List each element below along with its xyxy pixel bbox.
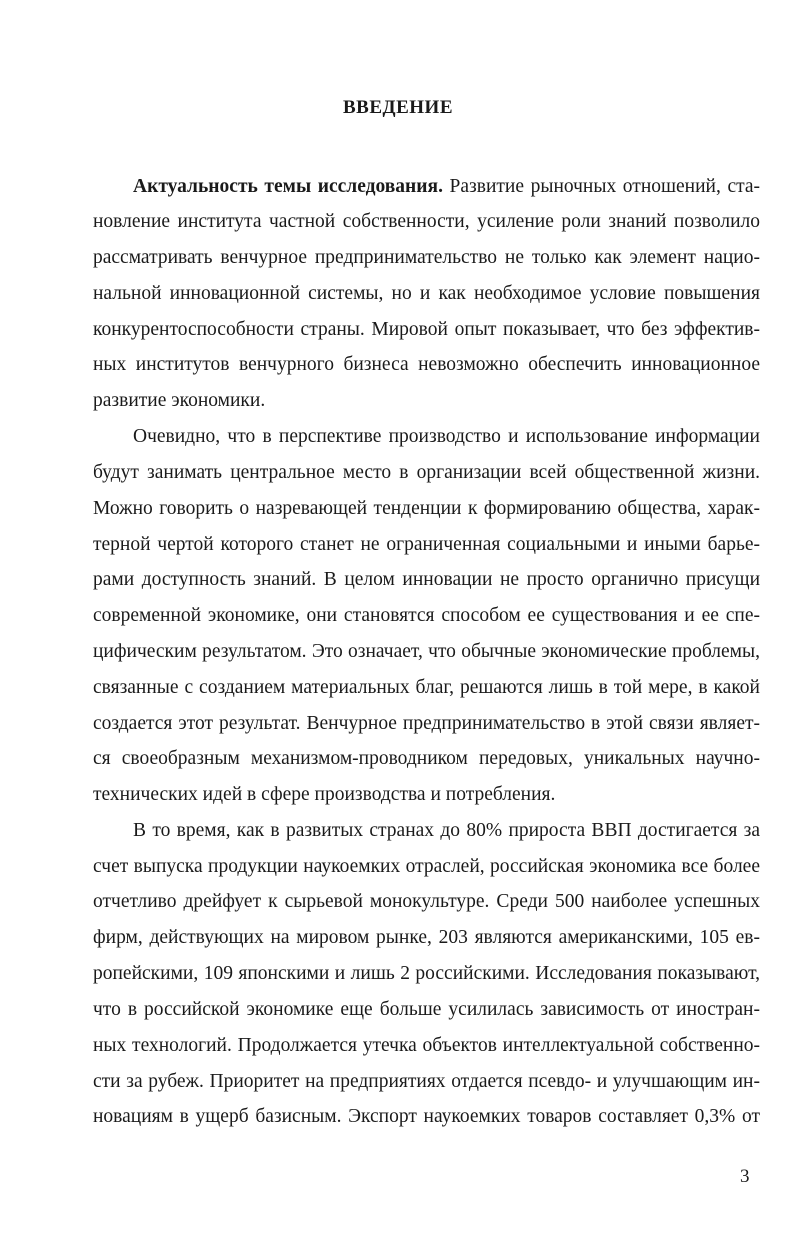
paragraph-1-line-4: нальной инновационной системы, но и как необходимое условие повышения	[93, 283, 760, 304]
paragraph-2-line-5: рами доступность знаний. В целом инновации не просто органично присущи	[93, 569, 760, 590]
paragraph-2-line-8: связанные с созданием материальных благ, решаются лишь в той мере, в какой	[93, 677, 760, 698]
paragraph-3-line-6: что в российской экономике еще больше усилилась зависимость от иностран-	[93, 999, 760, 1020]
paragraph-2-line-1: Очевидно, что в перспективе производство и использование информации	[133, 426, 760, 447]
paragraph-3-line-7: ных технологий. Продолжается утечка объектов интеллектуальной собственно-	[93, 1035, 760, 1056]
paragraph-1-line-3: рассматривать венчурное предпринимательство не только как элемент нацио-	[93, 247, 760, 268]
paragraph-1-line-6: ных институтов венчурного бизнеса невозможно обеспечить инновационное	[93, 354, 760, 375]
paragraph-3-line-8: сти за рубеж. Приоритет на предприятиях отдается псевдо- и улучшающим ин-	[93, 1071, 760, 1092]
paragraph-2-line-6: современной экономике, они становятся способом ее существования и ее спе-	[93, 605, 760, 626]
paragraph-1-line-2: новление института частной собственности, усиление роли знаний позволило	[93, 211, 760, 232]
paragraph-3-line-9: новациям в ущерб базисным. Экспорт наукоемких товаров составляет 0,3% от	[93, 1106, 760, 1127]
paragraph-2-line-4: терной чертой которого станет не ограниченная социальными и иными барье-	[93, 534, 760, 555]
paragraph-3-line-3: отчетливо дрейфует к сырьевой монокультуре. Среди 500 наиболее успешных	[93, 891, 760, 912]
paragraph-1-line-1-text: Развитие рыночных отношений, ста-	[442, 176, 761, 197]
paragraph-1-line-5: конкурентоспособности страны. Мировой опыт показывает, что без эффектив-	[93, 319, 760, 340]
paragraph-1-line-1	[133, 175, 760, 199]
page-number: 3	[740, 1166, 750, 1187]
paragraph-2-line-11: технических идей в сфере производства и потребления.	[93, 784, 556, 805]
paragraph-2-line-3: Можно говорить о назревающей тенденции к формированию общества, харак-	[93, 498, 760, 519]
paragraph-3-line-2: счет выпуска продукции наукоемких отраслей, российская экономика все более	[93, 856, 760, 877]
paragraph-3-line-1: В то время, как в развитых странах до 80% прироста ВВП достигается за	[133, 820, 760, 841]
paragraph-2-line-7: цифическим результатом. Это означает, что обычные экономические проблемы,	[93, 641, 760, 662]
paragraph-1-line-7: развитие экономики.	[93, 390, 266, 411]
paragraph-1-lead: Актуальность темы исследования.	[133, 176, 443, 197]
paragraph-3-line-4: фирм, действующих на мировом рынке, 203 являются американскими, 105 ев-	[93, 927, 760, 948]
document-title: ВВЕДЕНИЕ	[343, 97, 453, 118]
paragraph-2-line-10: ся своеобразным механизмом-проводником передовых, уникальных научно-	[93, 748, 760, 769]
paragraph-2-line-9: создается этот результат. Венчурное предпринимательство в этой связи являет-	[93, 713, 760, 734]
paragraph-3-line-5: ропейскими, 109 японскими и лишь 2 российскими. Исследования показывают,	[93, 963, 760, 984]
paragraph-2-line-2: будут занимать центральное место в организации всей общественной жизни.	[93, 462, 760, 483]
